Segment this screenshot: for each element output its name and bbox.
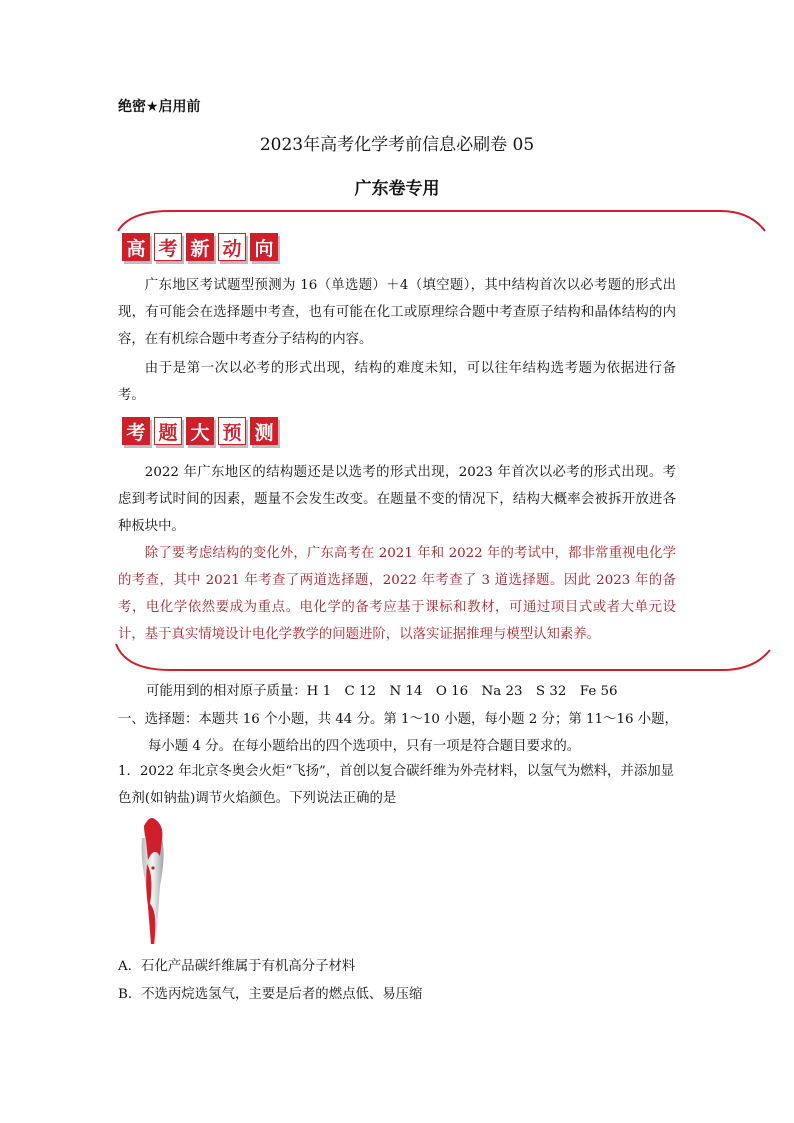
secret-label: 绝密★启用前 xyxy=(118,99,201,115)
badge-gaokao-xindongxiang xyxy=(122,233,278,261)
badge-char: 题 xyxy=(154,417,182,445)
gaokao-paragraph-2: 由于是第一次以必考的形式出现，结构的难度未知，可以往年结构选考题为依据进行备考。 xyxy=(118,361,676,403)
page-title: 2023年高考化学考前信息必刷卷 05 xyxy=(259,135,535,155)
yuce-paragraph-1: 2022 年广东地区的结构题还是以选考的形式出现，2023 年首次以必考的形式出现。考虑到考试时间的因素，题量不会发生改变。在题量不变的情况下，结构大概率会被拆开放进各种板块中。 xyxy=(118,465,676,534)
olympic-torch-image xyxy=(136,816,170,946)
badge-char: 预 xyxy=(218,417,246,445)
option-a: A．石化产品碳纤维属于有机高分子材料 xyxy=(118,959,356,974)
badge-char: 向 xyxy=(250,233,278,261)
atomic-masses: 可能用到的相对原子质量：H 1 C 12 N 14 O 16 Na 23 S 32 Fe 56 xyxy=(146,684,618,699)
bottom-arc-divider xyxy=(110,640,774,674)
badge-char: 考 xyxy=(122,417,150,445)
question-1-stem: 1．2022 年北京冬奥会火炬“飞扬”，首创以复合碳纤维为外壳材料，以氢气为燃料，并添加显色剂(如钠盐)调节火焰颜色。下列说法正确的是 xyxy=(118,764,674,806)
badge-char: 动 xyxy=(218,233,246,261)
gaokao-paragraph-1: 广东地区考试题型预测为 16（单选题）＋4（填空题），其中结构首次以必考题的形式出现，有可能会在选择题中考查，也有可能在化工或原理综合题中考查原子结构和晶体结构的内容，在有机综合题中考查分子结构的内容。 xyxy=(118,278,676,347)
badge-kaoti-dayuce xyxy=(122,417,278,445)
section-one-line1: 一、选择题：本题共 16 个小题，共 44 分。第 1～10 小题，每小题 2 分；第 11～16 小题， xyxy=(118,712,678,727)
top-arc-divider xyxy=(110,205,770,233)
option-b: B．不选丙烷选氢气，主要是后者的燃点低、易压缩 xyxy=(118,987,423,1002)
badge-char: 考 xyxy=(154,233,182,261)
badge-char: 大 xyxy=(186,417,214,445)
badge-char: 高 xyxy=(122,233,150,261)
yuce-paragraph-2-highlight: 除了要考虑结构的变化外，广东高考在 2021 年和 2022 年的考试中，都非常重视电化学的考查，其中 2021 年考查了两道选择题，2022 年考查了 3 道选择题。因此 2023 年的备考，电化学依然要成为重点。电化学的备考应基于课标和教材，可通过项目式或者大单元设计，基于真实情境设计电化学教学的问题进阶，以落实证据推理与模型认知素养。 xyxy=(118,546,676,642)
page-subtitle: 广东卷专用 xyxy=(354,179,440,199)
section-one-heading xyxy=(118,706,688,760)
badge-char: 新 xyxy=(186,233,214,261)
section-one-line2: 每小题 4 分。在每小题给出的四个选项中，只有一项是符合题目要求的。 xyxy=(148,739,581,754)
badge-char: 测 xyxy=(250,417,278,445)
